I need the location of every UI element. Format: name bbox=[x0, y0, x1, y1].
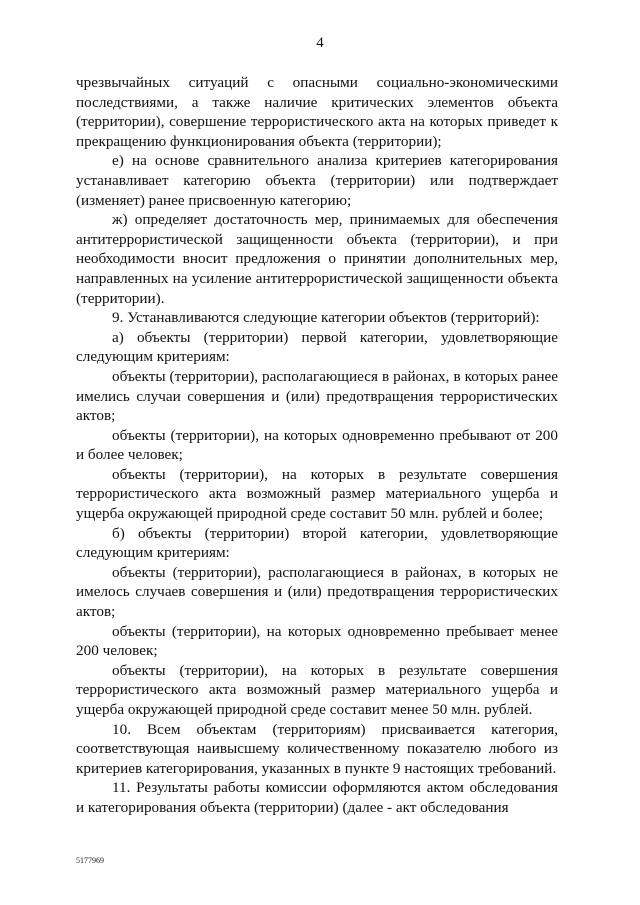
paragraph: чрезвычайных ситуаций с опасными социально-экономическими последствиями, а также наличие критических элементов объекта (территории), совершение террористического акта на которых приведет к прекращению функционирования объекта (территории); bbox=[76, 74, 558, 150]
paragraph: объекты (территории), располагающиеся в районах, в которых ранее имелись случаи совершения и (или) предотвращения террористических актов; bbox=[76, 367, 558, 425]
paragraph: 11. Результаты работы комиссии оформляются актом обследования и категорирования объекта (территории) (далее - акт обследования bbox=[76, 779, 558, 816]
paragraph: е) на основе сравнительного анализа критериев категорирования устанавливает категорию объекта (территории) или подтверждает (изменяет) ранее присвоенную категорию; bbox=[76, 152, 558, 209]
paragraph: 10. Всем объектам (территориям) присваивается категория, соответствующая наивысшему количественному показателю любого из критериев категорирования, указанных в пункте 9 настоящих требований. bbox=[76, 720, 558, 777]
paragraph: объекты (территории), на которых в результате совершения террористического акта возможный размер материального ущерба и ущерба окружающей природной среде составит менее 50 млн. рублей. bbox=[76, 661, 558, 718]
paragraph: объекты (территории), располагающиеся в районах, в которых не имелось случаев совершения и (или) предотвращения террористических актов; bbox=[76, 563, 558, 621]
paragraph: объекты (территории), на которых одновременно пребывает менее 200 человек; bbox=[76, 622, 558, 660]
page-number: 4 bbox=[316, 35, 324, 51]
document-body bbox=[76, 73, 558, 818]
paragraph: 9. Устанавливаются следующие категории объектов (территорий): bbox=[112, 309, 540, 327]
document-id: 5177969 bbox=[76, 856, 104, 865]
paragraph: ж) определяет достаточность мер, принимаемых для обеспечения антитеррористической защищенности объекта (территории), и при необходимости вносит предложения о принятии дополнительных мер, направленных на усиление антитеррористической защищенности объекта (территории). bbox=[76, 211, 558, 307]
paragraph: объекты (территории), на которых одновременно пребывают от 200 и более человек; bbox=[76, 426, 558, 464]
paragraph: объекты (территории), на которых в результате совершения террористического акта возможный размер материального ущерба и ущерба окружающей природной среде составит 50 млн. рублей и более; bbox=[76, 465, 558, 523]
paragraph: б) объекты (территории) второй категории, удовлетворяющие следующим критериям: bbox=[76, 524, 558, 562]
paragraph: а) объекты (территории) первой категории, удовлетворяющие следующим критериям: bbox=[76, 328, 558, 366]
